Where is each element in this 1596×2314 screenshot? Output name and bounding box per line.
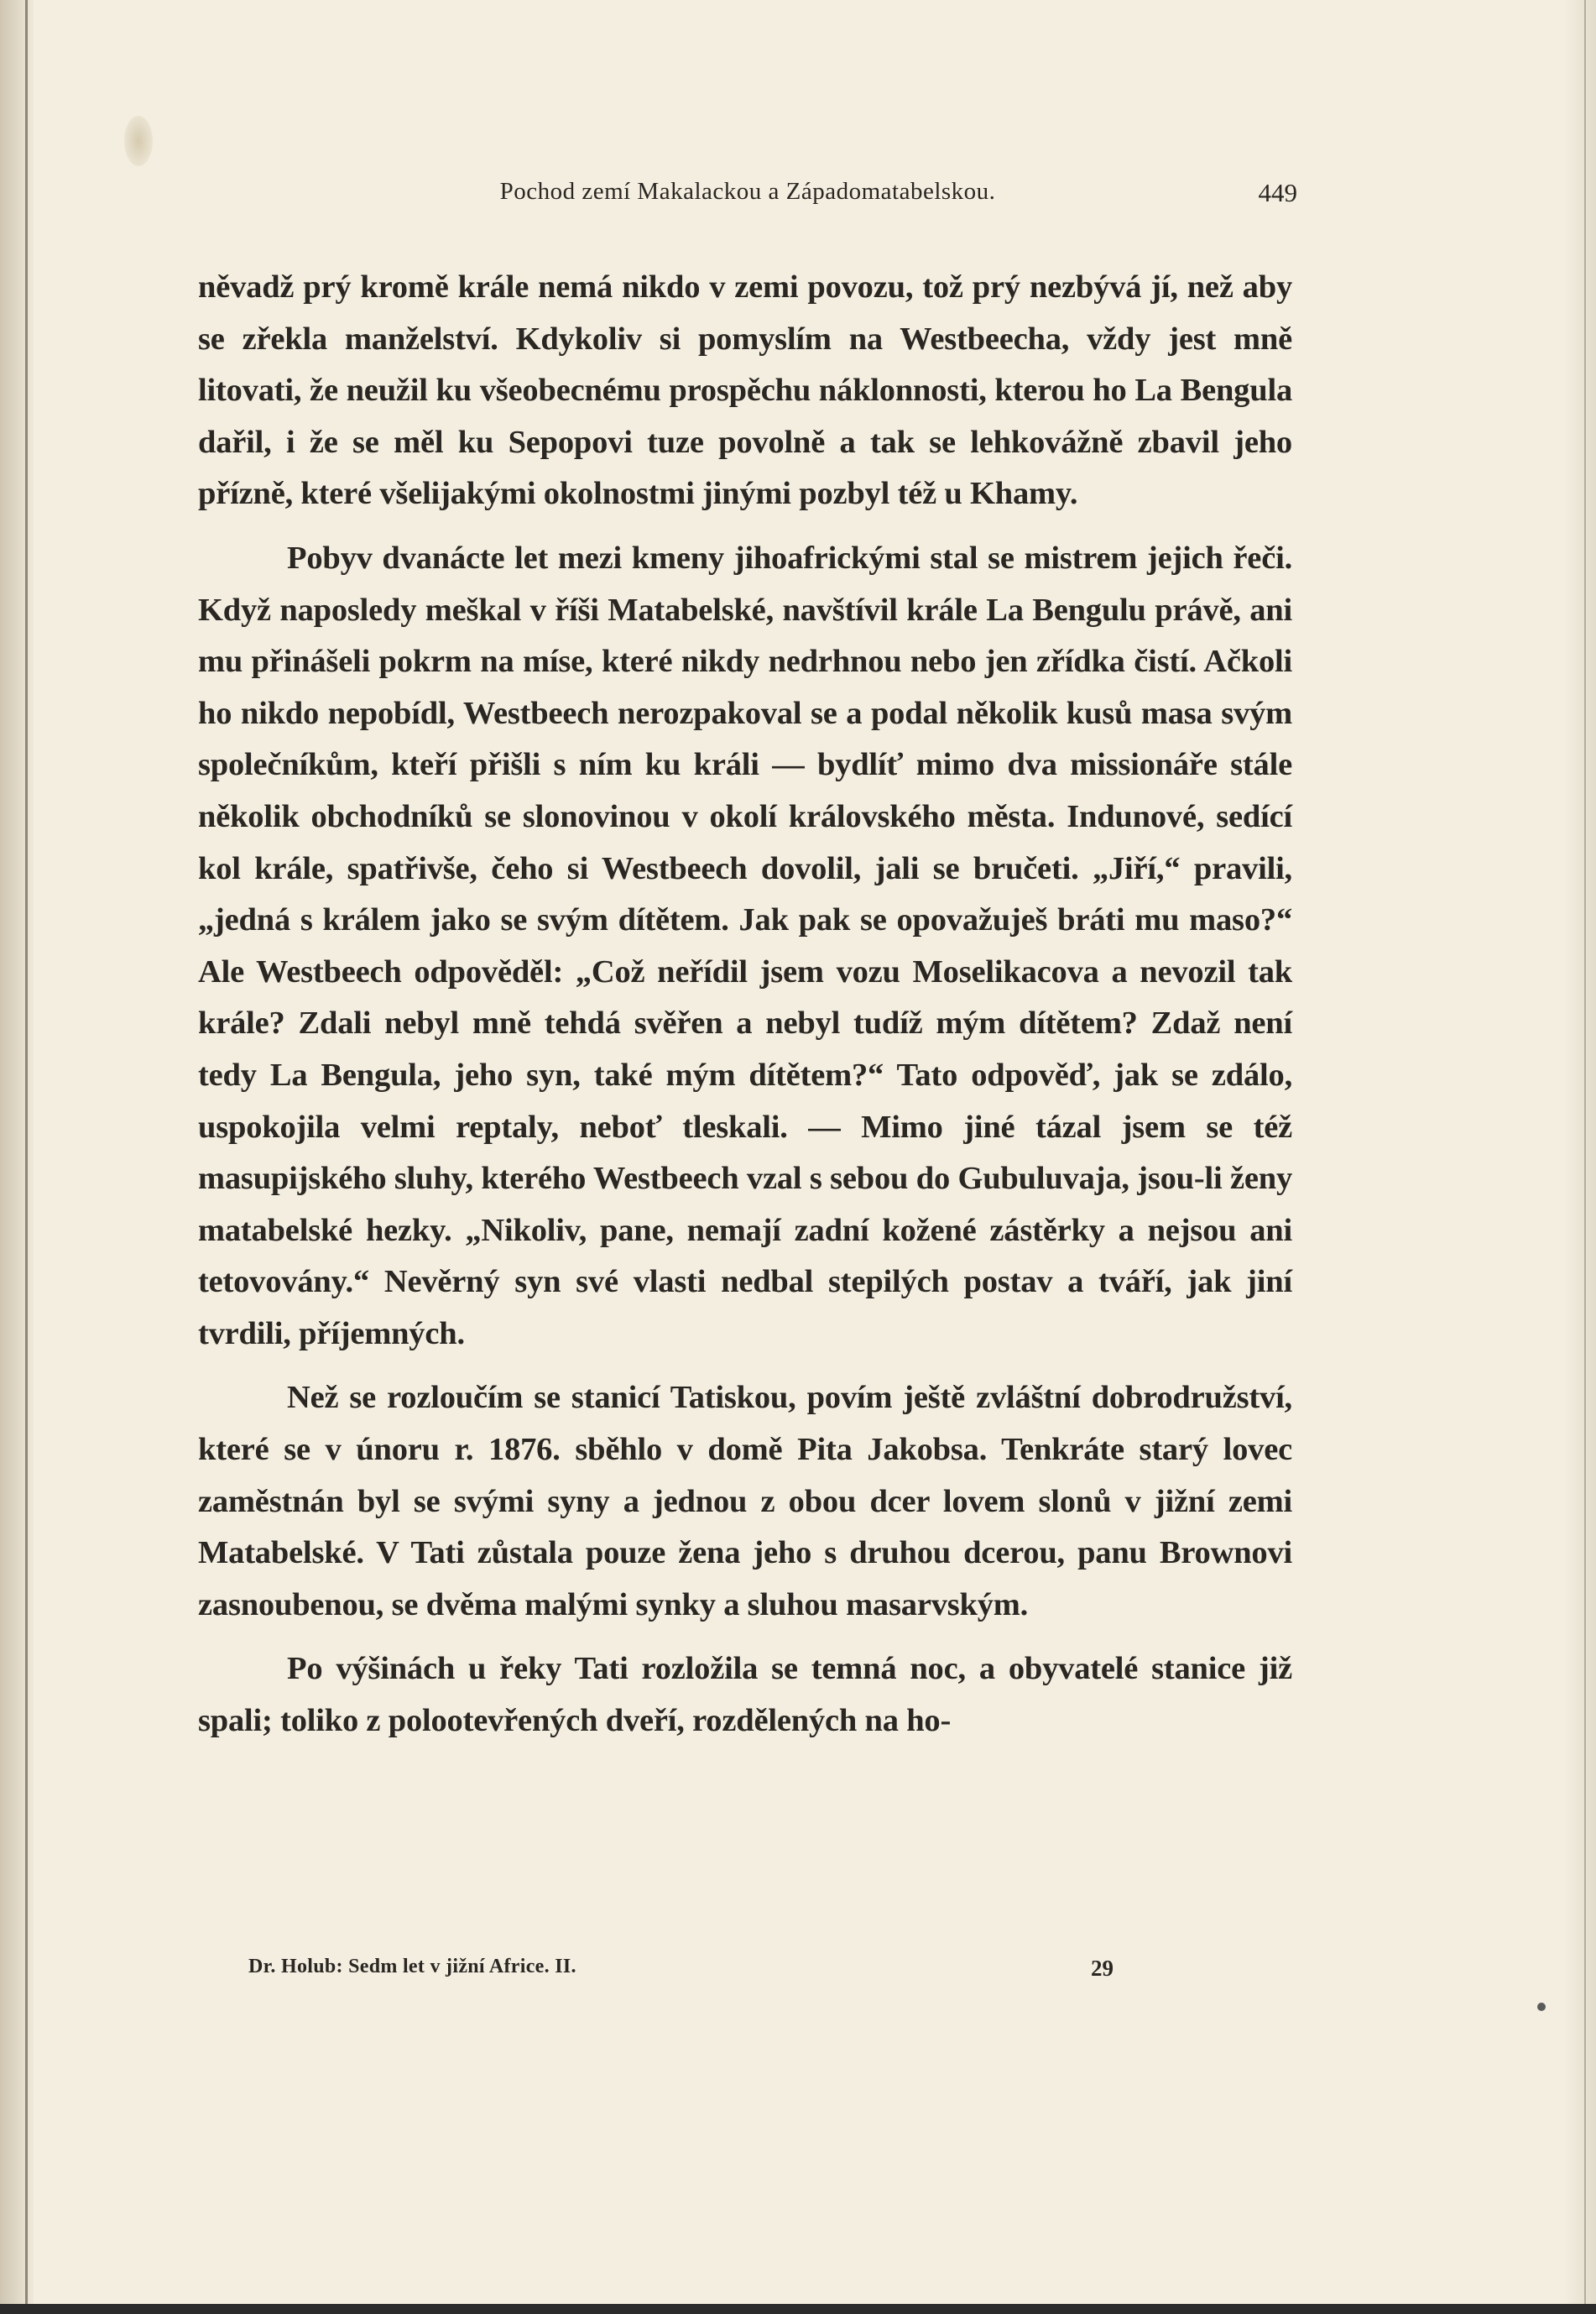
scan-bottom-border [0,2304,1596,2314]
paragraph: něvadž prý kromě krále nemá nikdo v zemi povozu, tož prý nezbývá jí, než aby se zřekla manželství. Kdykoliv si pomyslím na Westbeecha, vždy jest mně litovati, že neužil ku všeobecnému prospěchu náklonnosti, kterou ho La Bengula dařil, i že se měl ku Sepopovi tuze povolně a tak se lehkovážně zbavil jeho přízně, které všelijakými okolnostmi jinými pozbyl též u Khamy. [198,269,1292,512]
paragraph: Po výšinách u řeky Tati rozložila se temná noc, a obyvatelé stanice již spali; toliko z polootevřených dveří, rozdělených na ho- [198,1651,1292,1739]
footer [248,1956,1155,1989]
spine-shadow [0,0,34,2314]
ink-dot [1537,2003,1546,2011]
page-right-edge [1564,0,1596,2314]
page-number: 449 [1258,178,1297,207]
running-title: Pochod zemí Makalackou a Západomatabelskou. [499,178,996,205]
running-header [198,178,1297,218]
spine-edge [25,0,28,2314]
paper-stain [124,116,153,166]
page-right-border [1584,0,1586,2314]
paragraph: Než se rozloučím se stanicí Tatiskou, povím ještě zvláštní dobrodružství, které se v únoru r. 1876. sběhlo v domě Pita Jakobsa. Tenkráte starý lovec zaměstnán byl se svými syny a jednou z obou dcer lovem slonů v jižní zemi Matabelské. V Tati zůstala pouze žena jeho s druhou dcerou, panu Brownovi zasnoubenou, se dvěma malými synky a sluhou masarvským. [198,1380,1292,1622]
footer-signature: Dr. Holub: Sedm let v jižní Africe. II. [248,1956,576,1977]
body-text [198,262,1292,1747]
sheet-number: 29 [1091,1956,1114,1981]
paragraph: Pobyv dvanácte let mezi kmeny jihoafrickými stal se mistrem jejich řeči. Když naposledy meškal v říši Matabelské, navštívil krále La Bengulu právě, ani mu přinášeli pokrm na míse, které nikdy nedrhnou nebo jen zřídka čistí. Ačkoli ho nikdo nepobídl, Westbeech nerozpakoval se a podal několik kusů masa svým společníkům, kteří přišli s ním ku králi — bydlíť mimo dva missionáře stále několik obchodníků se slonovinou v okolí královského města. Indunové, sedící kol krále, spatřivše, čeho si Westbeech dovolil, jali se bručeti. „Jiří,“ pravili, „jedná s králem jako se svým dítětem. Jak pak se opovažuješ bráti mu maso?“ Ale Westbeech odpověděl: „Což neřídil jsem vozu Moselikacova a nevozil tak krále? Zdali nebyl mně tehdá svěřen a nebyl tudíž mým dítětem? Zdaž není tedy La Bengula, jeho syn, také mým dítětem?“ Tato odpověď, jak se zdálo, uspokojila velmi reptaly, neboť tleskali. — Mimo jiné tázal jsem se též masupijského sluhy, kterého Westbeech vzal s sebou do Gubuluvaja, jsou-li ženy matabelské hezky. „Nikoliv, pane, nemají zadní kožené zástěrky a nejsou ani tetovovány.“ Nevěrný syn své vlasti nedbal stepilých postav a tváří, jak jiní tvrdili, příjemných. [198,540,1292,1351]
